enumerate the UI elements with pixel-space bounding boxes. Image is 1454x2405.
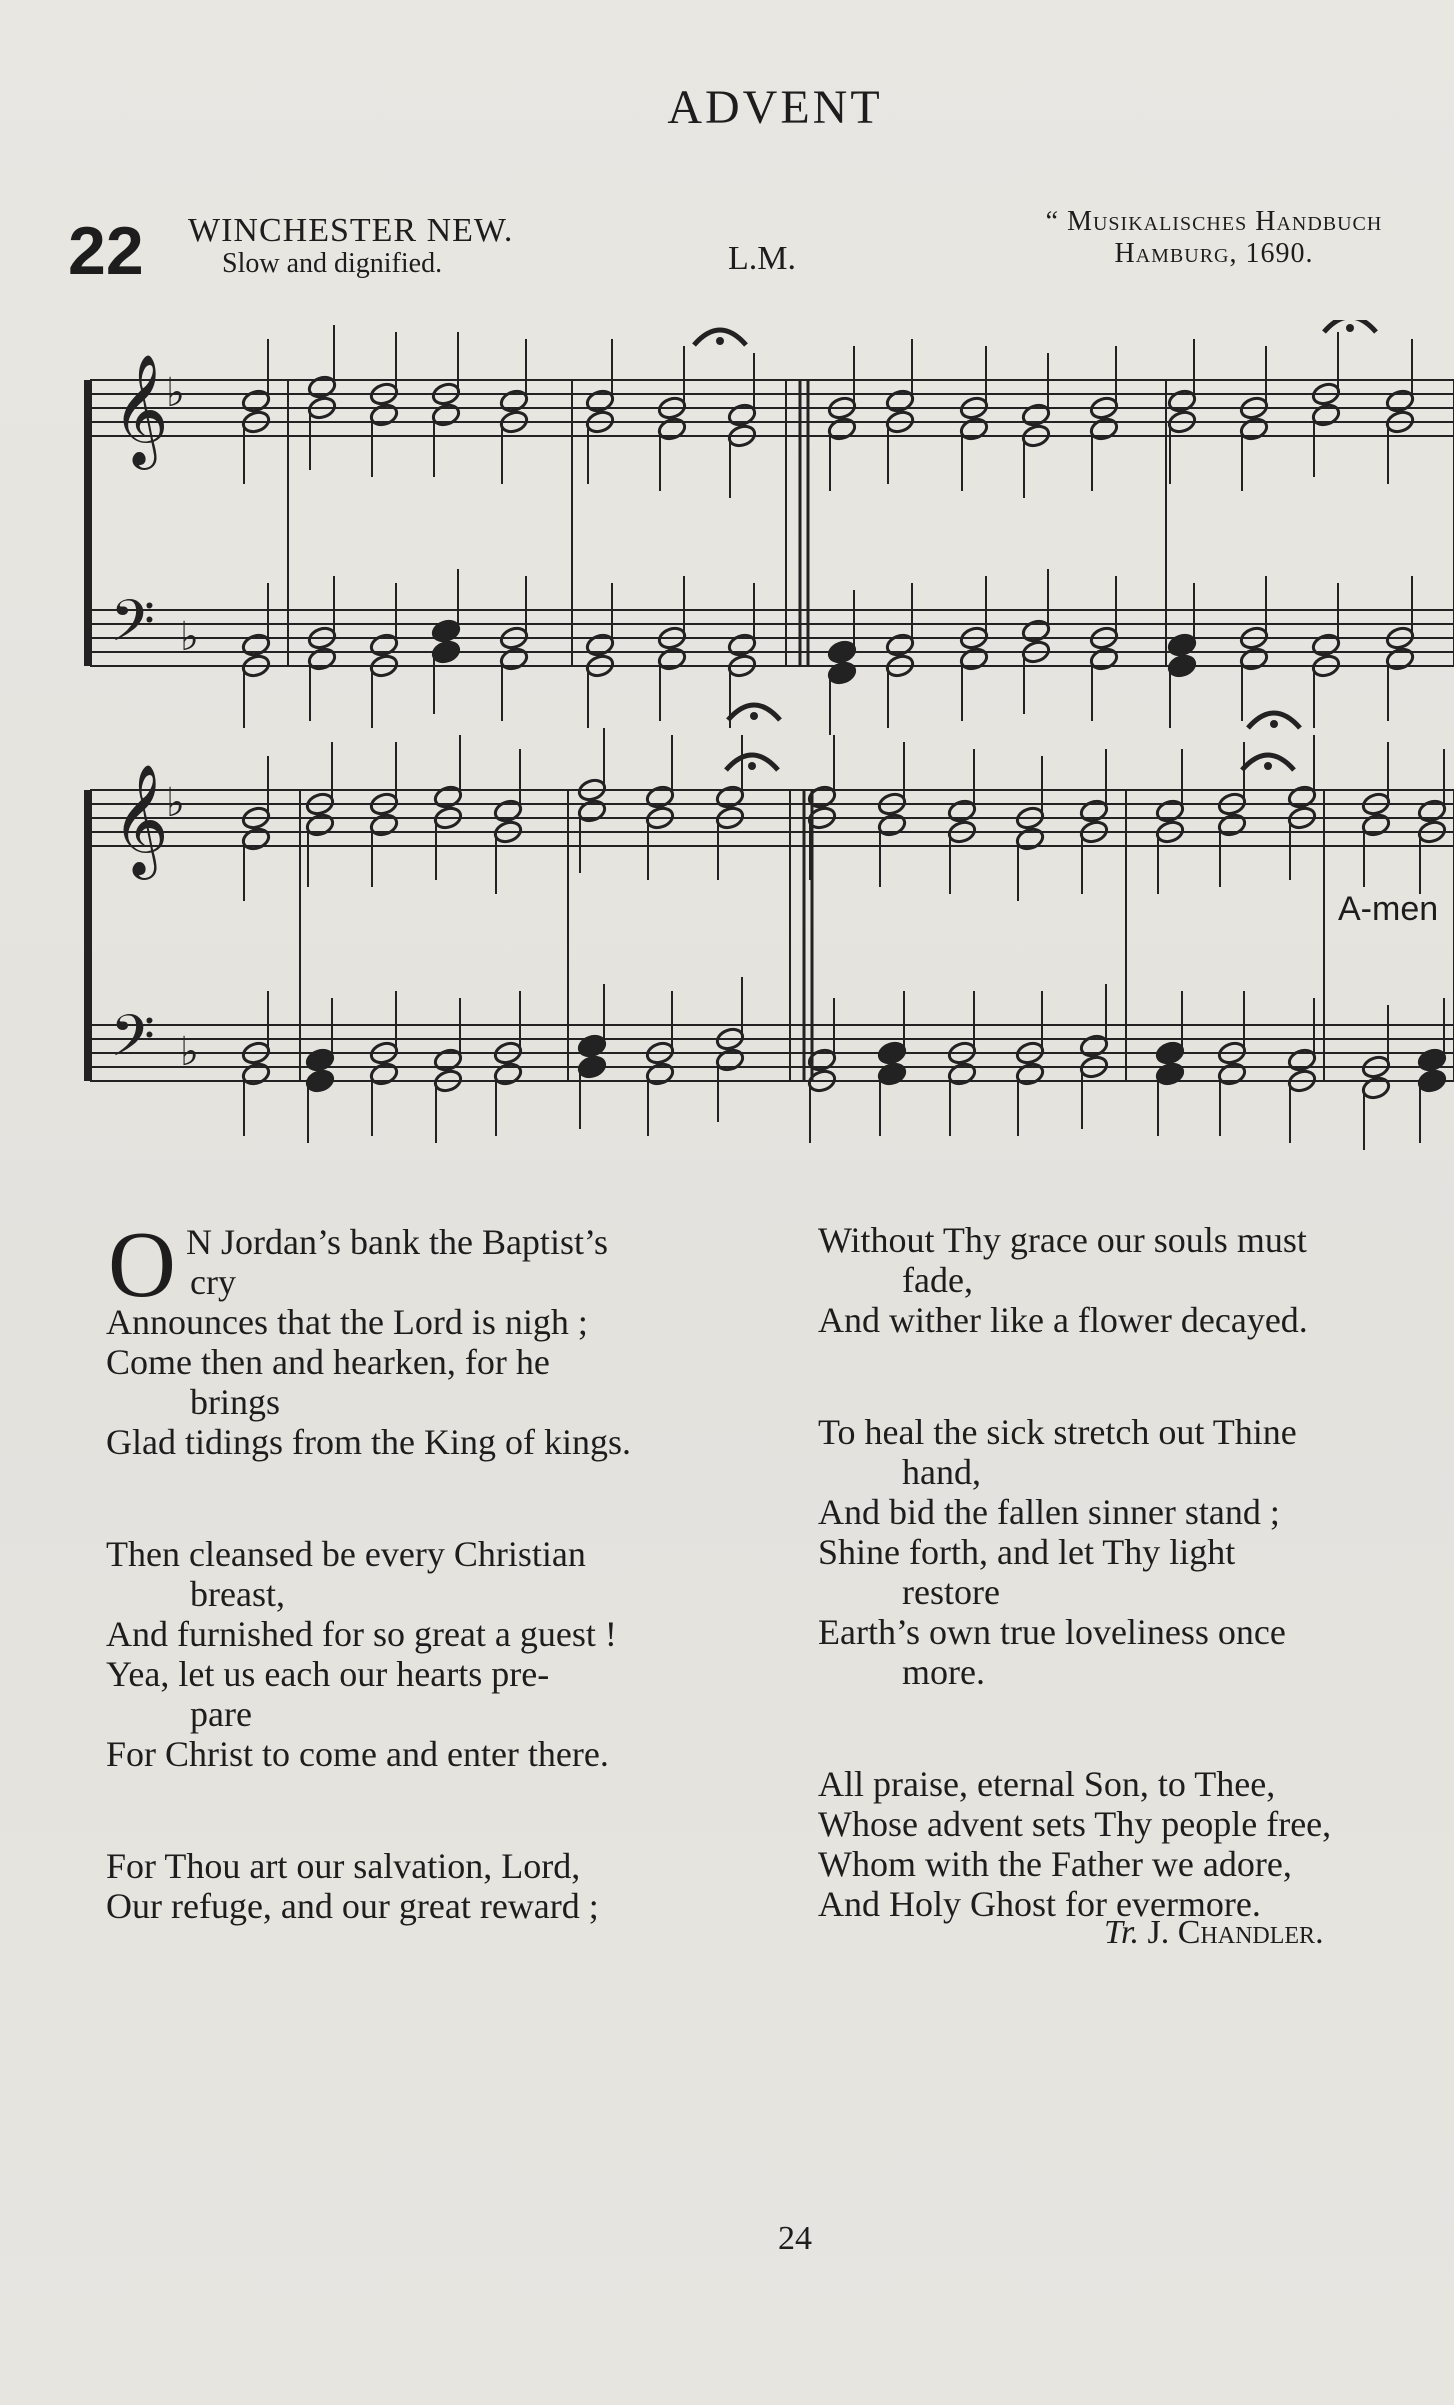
note-head [1217,1061,1248,1087]
note-head [1385,646,1416,672]
note-head [369,812,400,838]
section-title: ADVENT [667,81,883,134]
meter-label: L.M. [728,240,796,277]
lyric-line: Whom with the Father we adore, [818,1844,1292,1884]
note-head [1385,388,1416,414]
note-head [877,1040,908,1066]
lyric-line: Our refuge, and our great reward ; [106,1886,599,1926]
note-head [369,402,400,428]
flat-icon: ♭ [166,780,185,826]
note-head [1167,653,1198,679]
note-head [885,632,916,658]
lyric-line: For Christ to come and enter there. [106,1734,609,1774]
note-head [433,1047,464,1073]
note-head [241,388,272,414]
fermata-dot [1264,762,1272,770]
note-head [499,388,530,414]
note-head [715,1047,746,1073]
flat-icon: ♭ [166,370,185,416]
bass-clef-icon: 𝄢 [110,587,156,669]
note-head [1021,618,1052,644]
note-head [657,416,688,442]
note-head [577,1033,608,1059]
note-head [431,618,462,644]
note-head [959,416,990,442]
stanza [818,1412,1454,1692]
tempo-marking: Slow and dignified. [222,248,443,279]
note-head [493,1061,524,1087]
fermata-dot [748,762,756,770]
lyric-line: brings [190,1382,280,1422]
tune-source [934,206,1454,270]
lyric-line: breast, [190,1574,285,1614]
note-head [827,639,858,665]
lyric-line: And bid the fallen sinner stand ; [818,1492,1280,1532]
note-head [1155,1061,1186,1087]
tune-source-line: “ Musikalisches Handbuch [1045,206,1383,237]
note-head [877,812,908,838]
lyric-line: Come then and hearken, for he [106,1342,550,1382]
note-head [307,374,338,400]
music-system-2 [84,728,1454,1150]
note-head [1089,646,1120,672]
stanza [106,1534,766,1774]
note-head [1287,784,1318,810]
stanza [818,1764,1454,1924]
music-score [0,320,1454,1180]
note-head [577,1054,608,1080]
note-head [1167,632,1198,658]
note-head [1155,798,1186,824]
note-head [727,402,758,428]
note-head [369,1061,400,1087]
note-head [241,632,272,658]
lyric-line: Yea, let us each our hearts pre- [106,1654,550,1694]
lyric-line: And wither like a flower decayed. [818,1300,1308,1340]
lyric-line: Then cleansed be every Christian [106,1534,586,1574]
note-head [305,1068,336,1094]
hymn-number: 22 [68,213,144,289]
lyric-line: Shine forth, and let Thy light [818,1532,1236,1572]
note-head [1311,402,1342,428]
lyrics-column-right [818,1220,1454,1996]
note-head [585,388,616,414]
note-head [827,416,858,442]
flat-icon: ♭ [180,614,199,660]
note-head [1239,646,1270,672]
stanza [106,1846,766,1926]
lyric-line: hand, [902,1452,981,1492]
system-brace [84,380,92,666]
note-head [1417,798,1448,824]
note-head [1079,1033,1110,1059]
amen-label: A-men [1338,890,1439,928]
note-head [1079,798,1110,824]
system-brace [84,790,92,1081]
note-head [727,632,758,658]
note-head [1089,416,1120,442]
note-head [827,660,858,686]
note-head [1361,812,1392,838]
bass-clef-icon: 𝄢 [110,1002,156,1084]
note-head [577,798,608,824]
translator-credit [1104,1914,1324,1952]
stanza [106,1213,766,1462]
note-head [947,1061,978,1087]
translator-name: J. Chandler. [1147,1914,1324,1951]
note-head [305,1047,336,1073]
note-head [431,639,462,665]
lyric-line: N Jordan’s bank the Baptist’s [186,1222,608,1262]
note-head [499,646,530,672]
note-head [877,1061,908,1087]
lyric-line: restore [902,1572,1000,1612]
translator-prefix: Tr. [1104,1914,1139,1951]
flat-icon: ♭ [180,1029,199,1075]
note-head [1167,388,1198,414]
note-head [1311,632,1342,658]
drop-cap: O [108,1213,176,1317]
lyric-line: Earth’s own true loveliness once [818,1612,1286,1652]
lyric-line: Without Thy grace our souls must [818,1220,1307,1260]
tune-source-line: Hamburg, 1690. [1114,238,1314,269]
note-head [431,402,462,428]
lyrics-column-left [106,1213,766,1998]
note-head [645,1061,676,1087]
note-head [1417,1047,1448,1073]
tune-name: WINCHESTER NEW. [188,212,514,249]
note-head [885,388,916,414]
lyric-line: fade, [902,1260,973,1300]
lyric-line: more. [902,1652,985,1692]
lyric-line: Announces that the Lord is nigh ; [106,1302,588,1342]
note-head [1021,402,1052,428]
treble-clef-icon: 𝄞 [112,763,169,875]
lyric-line: Whose advent sets Thy people free, [818,1804,1332,1844]
lyric-line: And furnished for so great a guest ! [106,1614,617,1654]
note-head [493,798,524,824]
page-number: 24 [778,2220,812,2257]
note-head [1361,1075,1392,1101]
note-head [433,784,464,810]
fermata-dot [716,337,724,345]
lyric-line: Glad tidings from the King of kings. [106,1422,631,1462]
note-head [645,784,676,810]
note-head [1155,1040,1186,1066]
lyric-line: All praise, eternal Son, to Thee, [818,1764,1276,1804]
note-head [1287,1047,1318,1073]
fermata-dot [1270,720,1278,728]
treble-clef-icon: 𝄞 [112,353,169,465]
note-head [1015,1061,1046,1087]
note-head [1217,812,1248,838]
note-head [369,632,400,658]
note-head [241,826,272,852]
note-head [1239,416,1270,442]
fermata-dot [750,712,758,720]
note-head [241,1061,272,1087]
lyric-line: And Holy Ghost for evermore. [818,1884,1261,1924]
note-head [657,646,688,672]
lyric-line: For Thou art our salvation, Lord, [106,1846,581,1886]
note-head [947,798,978,824]
music-system-1 [84,325,1454,735]
note-head [1015,826,1046,852]
lyric-line: To heal the sick stretch out Thine [818,1412,1297,1452]
lyric-line: cry [190,1262,236,1302]
fermata-dot [1346,324,1354,332]
note-head [585,632,616,658]
note-head [715,784,746,810]
note-head [305,812,336,838]
note-head [959,646,990,672]
note-head [1417,1068,1448,1094]
lyric-line: pare [190,1694,252,1734]
stanza [818,1220,1454,1340]
note-head [307,646,338,672]
